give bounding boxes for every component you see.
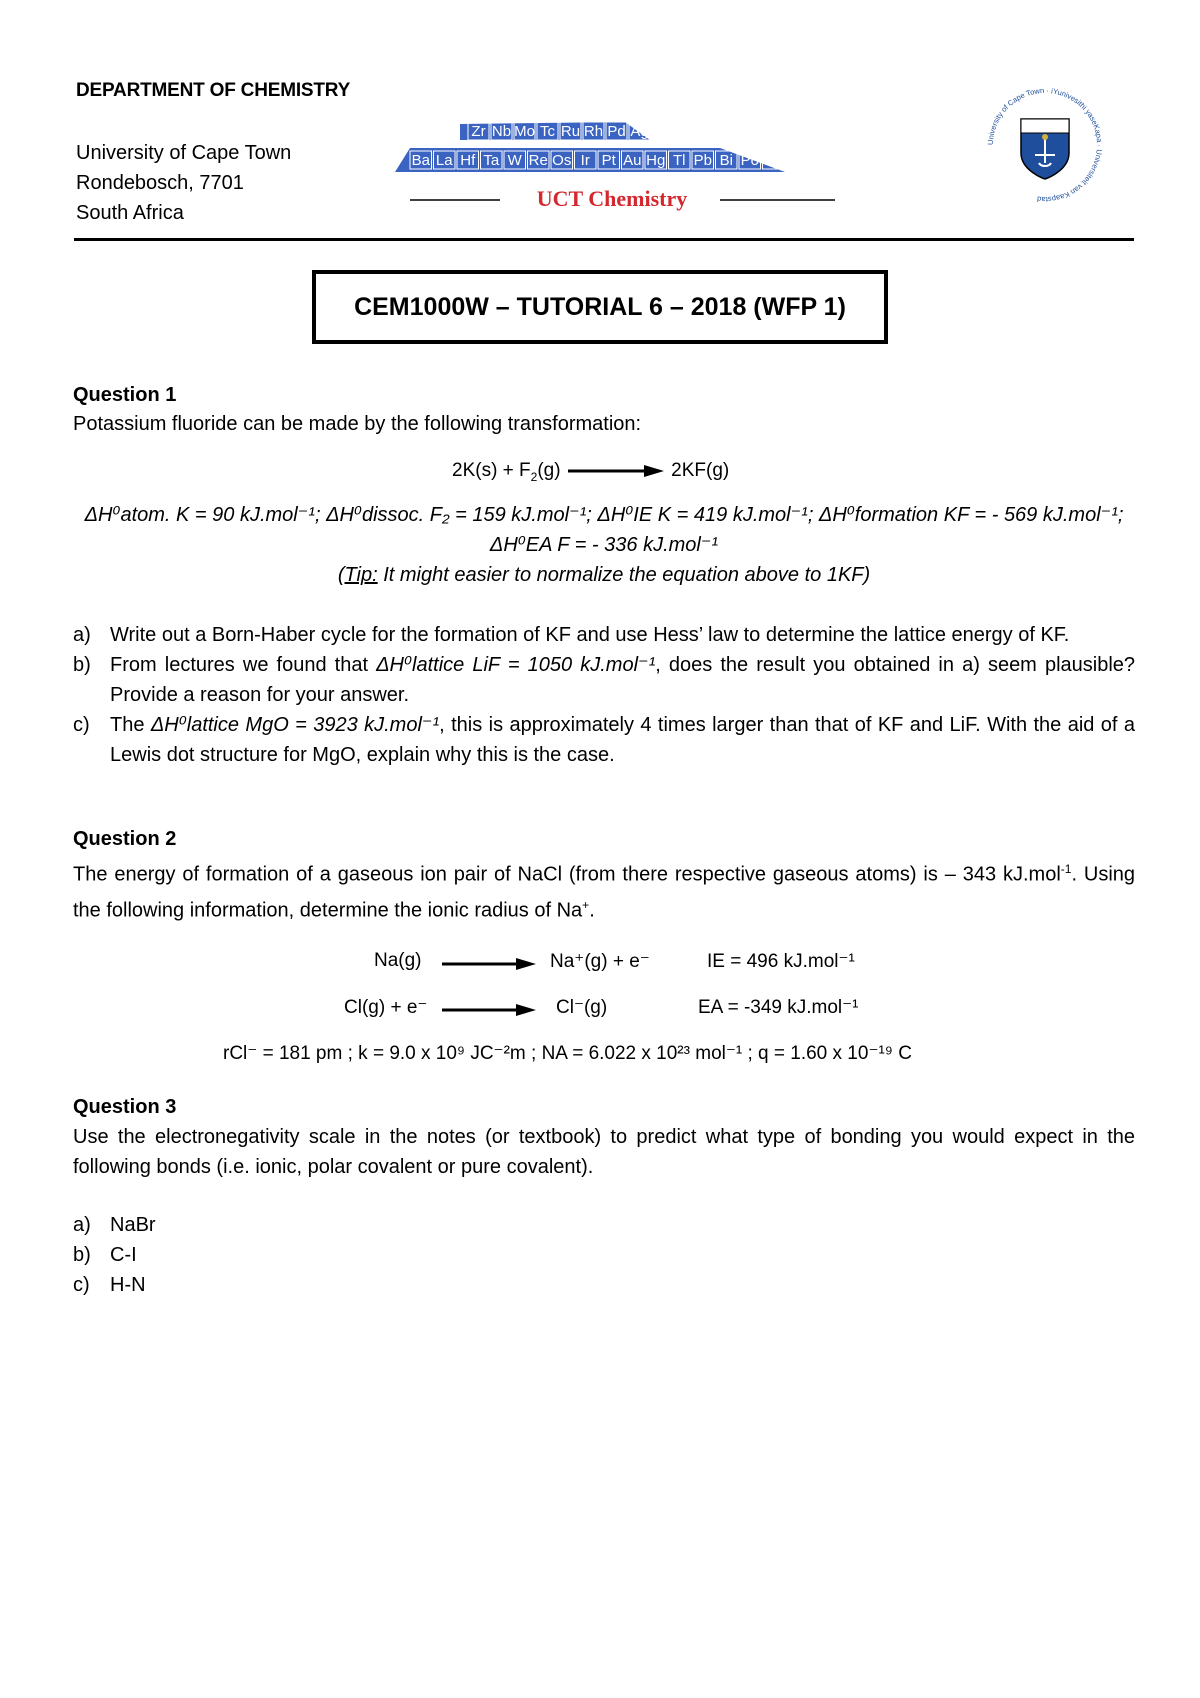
question-3-text: Use the electronegativity scale in the notes (or textbook) to predict what type of bonding you would expect in the following bonds (i.e. ionic, polar covalent or pure covalent). [73, 1126, 1135, 1178]
q1-reaction-left-end: (g) [537, 460, 561, 481]
element-symbol: Po [740, 152, 759, 169]
list-item: b) C-I [73, 1244, 137, 1266]
element-symbol: Zr [471, 123, 486, 140]
q1-reaction-left: 2K(s) + F [452, 460, 531, 481]
q1-data-line-2: ΔH⁰EA F = - 336 kJ.mol⁻¹ [489, 534, 719, 556]
uct-chemistry-logo [390, 120, 850, 218]
element-symbol: Hg [646, 152, 666, 169]
list-item-label: b) [73, 654, 91, 676]
q1-items [73, 620, 1135, 770]
list-item [73, 620, 1135, 650]
question-2-heading: Question 2 [73, 828, 177, 850]
uct-crest-logo [985, 85, 1105, 205]
element-symbol: Rh [583, 123, 604, 140]
q2-equation-1 [374, 950, 422, 972]
reaction-arrow-icon [566, 463, 666, 479]
question-1-intro: Potassium fluoride can be made by the following transformation: [73, 413, 642, 435]
eq1-value: IE = 496 kJ.mol⁻¹ [707, 951, 855, 972]
eq1-right: Na⁺(g) + e⁻ [550, 951, 650, 972]
list-item-label: a) [73, 624, 91, 646]
math-expression: ΔH⁰lattice LiF = 1050 kJ.mol⁻¹ [376, 654, 656, 676]
element-symbol: Pt [601, 152, 616, 169]
list-item-label: c) [73, 714, 90, 736]
element-symbol: At [766, 152, 781, 169]
question-1-heading: Question 1 [73, 384, 177, 406]
reaction-arrow-icon [440, 1002, 540, 1018]
q1-data-line-1: ΔH⁰atom. K = 90 kJ.mol⁻¹; ΔH⁰dissoc. F₂ = 159 kJ.mol⁻¹; ΔH⁰IE K = 419 kJ.mol⁻¹; ΔH⁰formation KF = - 569 kJ.mol⁻¹; [84, 504, 1124, 526]
list-item [73, 710, 1135, 770]
page-title: CEM1000W – TUTORIAL 6 – 2018 (WFP 1) [354, 292, 846, 321]
element-symbol: Ba [411, 152, 430, 169]
eq2-value: EA = -349 kJ.mol⁻¹ [698, 997, 859, 1018]
element-symbol: Ir [580, 152, 590, 169]
address-block [76, 138, 291, 228]
element-symbol: W [507, 152, 522, 169]
element-symbol: La [435, 152, 453, 169]
header-rule [74, 238, 1134, 241]
element-symbol: Pb [693, 152, 712, 169]
list-item [73, 650, 1135, 710]
element-symbol: Au [623, 152, 642, 169]
q1-tip-label: Tip: [344, 564, 378, 586]
q1-tip: (Tip: It might easier to normalize the equation above to 1KF) [337, 564, 871, 586]
q1-reaction-left-sub: 2 [530, 469, 538, 484]
tutorial-title-box [312, 270, 888, 344]
department-heading: DEPARTMENT OF CHEMISTRY [76, 80, 351, 101]
element-symbol: Pd [607, 123, 626, 140]
q1-tip-text: It might easier to normalize the equation above to 1KF) [377, 564, 871, 586]
list-item: a) NaBr [73, 1214, 156, 1236]
list-item-text: The ΔH⁰lattice MgO = 3923 kJ.mol⁻¹, this is approximately 4 times larger than that of KF and LiF. With the aid of a Lewis dot structure for MgO, explain why this is the case. [110, 714, 1135, 766]
element-symbol: Ag [630, 123, 649, 140]
crest-text: University of Cape Town · iYunivesithi yaseKapa · Universiteit van Kaapstad [985, 85, 1105, 205]
eq1-left: Na(g) [374, 950, 422, 971]
q1-reaction-right: 2KF(g) [671, 460, 730, 481]
list-item-text: Write out a Born-Haber cycle for the formation of KF and use Hess’ law to determine the lattice energy of KF. [110, 624, 1070, 646]
eq2-left: Cl(g) + e⁻ [344, 997, 428, 1018]
element-symbol: Nb [491, 123, 512, 140]
math-expression: ΔH⁰lattice MgO = 3923 kJ.mol⁻¹ [150, 714, 440, 736]
q3-items [73, 1210, 156, 1300]
element-symbol: Tc [540, 123, 555, 140]
eq2-right: Cl⁻(g) [556, 997, 608, 1018]
question-2-text: The energy of formation of a gaseous ion pair of NaCl (from there respective gaseous atoms) is – 343 kJ.mol$^{-1}$. Using the following information, determine the ionic radius of Na+. [73, 862, 1136, 922]
element-symbol: Tl [673, 152, 686, 169]
q1-reaction [452, 460, 729, 484]
element-symbol: Re [528, 152, 548, 169]
q1-enthalpy-data [74, 500, 1134, 560]
address-line: South Africa [76, 202, 184, 224]
question-3-heading: Question 3 [73, 1096, 177, 1118]
element-symbol: Mo [514, 123, 535, 140]
list-item: c) H-N [73, 1274, 146, 1296]
reaction-arrow-icon [440, 956, 540, 972]
element-symbol: Hf [460, 152, 476, 169]
list-item-text: From lectures we found that ΔH⁰lattice LiF = 1050 kJ.mol⁻¹, does the result you obtained in a) seem plausible? Provide a reason for your answer. [110, 654, 1136, 706]
address-line: Rondebosch, 7701 [76, 172, 244, 194]
element-symbol: Bi [719, 152, 733, 169]
element-symbol: Ru [560, 123, 581, 140]
q2-constants: rCl⁻ = 181 pm ; k = 9.0 x 10⁹ JC⁻²m ; NA = 6.022 x 10²³ mol⁻¹ ; q = 1.60 x 10⁻¹⁹ C [223, 1043, 912, 1064]
logo-text: UCT Chemistry [536, 186, 688, 211]
address-line: University of Cape Town [76, 142, 292, 164]
element-symbol: Ta [483, 152, 500, 169]
element-symbol: Os [552, 152, 572, 169]
